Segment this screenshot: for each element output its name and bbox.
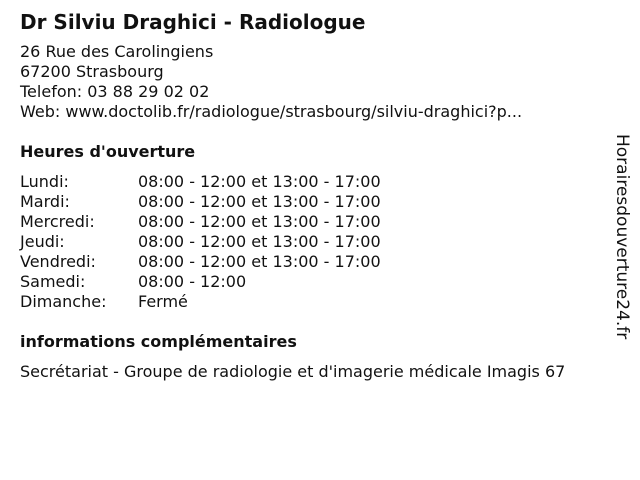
hours-row <box>20 212 600 232</box>
hours-time: 08:00 - 12:00 et 13:00 - 17:00 <box>138 252 381 271</box>
hours-day: Dimanche: <box>20 292 107 311</box>
hours-time: 08:00 - 12:00 et 13:00 - 17:00 <box>138 212 381 231</box>
hours-heading: Heures d'ouverture <box>20 142 196 161</box>
hours-time: 08:00 - 12:00 et 13:00 - 17:00 <box>138 192 381 211</box>
extra-info-text: Secrétariat - Groupe de radiologie et d'imagerie médicale Imagis 67 <box>20 362 566 381</box>
hours-row <box>20 252 600 272</box>
listing-card <box>20 10 600 382</box>
website-link[interactable]: Web: www.doctolib.fr/radiologue/strasbourg/silviu-draghici?p... <box>20 102 523 121</box>
brand-watermark: Horairesdouverture24.fr <box>612 134 632 340</box>
hours-day: Mardi: <box>20 192 70 211</box>
hours-day: Lundi: <box>20 172 69 191</box>
hours-day: Vendredi: <box>20 252 96 271</box>
hours-day: Samedi: <box>20 272 86 291</box>
hours-time: 08:00 - 12:00 <box>138 272 247 291</box>
hours-row <box>20 192 600 212</box>
hours-day: Jeudi: <box>20 232 65 251</box>
page-title: Dr Silviu Draghici - Radiologue <box>20 10 366 34</box>
city-postal: 67200 Strasbourg <box>20 62 164 81</box>
street-address: 26 Rue des Carolingiens <box>20 42 214 61</box>
address-block <box>20 42 600 122</box>
hours-row <box>20 272 600 292</box>
phone-number: Telefon: 03 88 29 02 02 <box>20 82 210 101</box>
hours-day: Mercredi: <box>20 212 95 231</box>
hours-time: Fermé <box>138 292 188 311</box>
extra-info-heading: informations complémentaires <box>20 332 297 351</box>
hours-time: 08:00 - 12:00 et 13:00 - 17:00 <box>138 172 381 191</box>
hours-row <box>20 172 600 192</box>
hours-time: 08:00 - 12:00 et 13:00 - 17:00 <box>138 232 381 251</box>
hours-row <box>20 292 600 312</box>
hours-table <box>20 172 600 312</box>
hours-row <box>20 232 600 252</box>
